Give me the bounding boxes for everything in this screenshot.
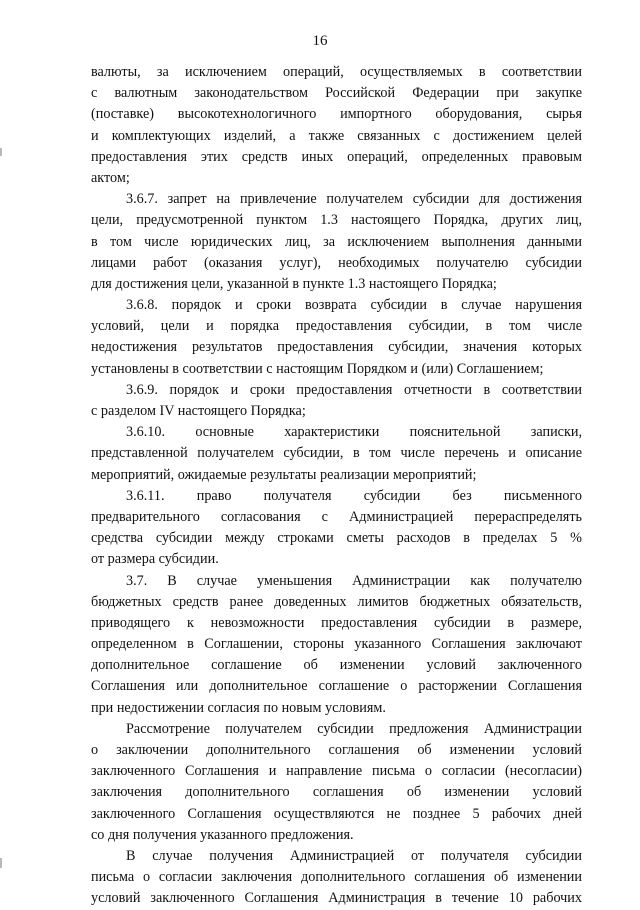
text-line: для достижения цели, указанной в пункте 1.3 настоящего Порядка; — [91, 275, 497, 292]
text-line: средства субсидии между строками сметы расходов в пределах 5 % — [91, 530, 582, 547]
text-line: дополнительное соглашение об изменении условий заключенного — [91, 657, 582, 674]
text-line: условий, цели и порядка предоставления субсидии, в том числе — [91, 318, 582, 335]
text-line: предварительного согласования с Администрацией перераспределять — [91, 508, 582, 525]
text-line: актом; — [91, 169, 130, 186]
text-line: приводящего к невозможности предоставления субсидии в размере, — [91, 614, 582, 631]
text-line: определенном в Соглашении, стороны указанного Соглашения заключают — [91, 636, 582, 653]
text-line: о заключении дополнительного соглашения об изменении условий — [91, 742, 582, 758]
text-line: с валютным законодательством Российской Федерации при закупке — [91, 85, 582, 102]
scan-edge-mark — [0, 858, 2, 868]
text-line: установлены в соответствии с настоящим Порядком и (или) Соглашением; — [91, 360, 544, 377]
text-line: условий заключенного Соглашения Администрация в течение 10 рабочих — [91, 890, 582, 907]
text-line: со дня получения указанного предложения. — [91, 826, 354, 843]
text-line: 3.6.7. запрет на привлечение получателем субсидии для достижения — [126, 191, 582, 208]
text-line: недостижения результатов предоставления субсидии, значения которых — [91, 339, 582, 356]
page-number: 16 — [312, 33, 328, 49]
text-line: заключения дополнительного соглашения об изменении условий — [91, 784, 582, 801]
scan-edge-mark — [0, 148, 2, 156]
text-line: 3.6.9. порядок и сроки предоставления отчетности в соответствии — [126, 381, 582, 398]
text-line: Соглашения или дополнительное соглашение о расторжении Соглашения — [91, 678, 582, 695]
text-line: 3.6.10. основные характеристики пояснительной записки, — [126, 424, 582, 441]
text-line: предоставления этих средств иных операций, определенных правовым — [91, 148, 582, 165]
text-line: В случае получения Администрацией от получателя субсидии — [126, 847, 582, 864]
text-line: валюты, за исключением операций, осуществляемых в соответствии — [91, 64, 582, 80]
text-line: Рассмотрение получателем субсидии предложения Администрации — [126, 720, 582, 737]
text-line: в том числе юридических лиц, за исключением выполнения данными — [91, 233, 582, 250]
text-line: заключенного Соглашения осуществляются не позднее 5 рабочих дней — [91, 805, 582, 822]
document-body — [91, 62, 582, 910]
text-line: от размера субсидии. — [91, 551, 219, 568]
text-line: представленной получателем субсидии, в том числе перечень и описание — [91, 445, 582, 462]
text-line: лицами работ (оказания услуг), необходимых получателю субсидии — [91, 254, 582, 271]
text-line: (поставке) высокотехнологичного импортного оборудования, сырья — [91, 106, 582, 123]
text-line: цели, предусмотренной пунктом 1.3 настоящего Порядка, других лиц, — [91, 212, 582, 229]
text-line: бюджетных средств ранее доведенных лимитов бюджетных обязательств, — [91, 593, 582, 610]
text-line: при недостижении согласия по новым условиям. — [91, 699, 386, 716]
text-line: и комплектующих изделий, а также связанных с достижением целей — [91, 127, 582, 144]
text-line: 3.7. В случае уменьшения Администрации как получателю — [126, 572, 582, 589]
text-line: заключенного Соглашения и направление письма о согласии (несогласии) — [91, 763, 582, 780]
text-line: письма о согласии заключения дополнительного соглашения об изменении — [91, 869, 582, 886]
text-line: с разделом IV настоящего Порядка; — [91, 403, 306, 419]
text-line: 3.6.11. право получателя субсидии без письменного — [126, 487, 582, 504]
text-line: 3.6.8. порядок и сроки возврата субсидии в случае нарушения — [126, 297, 582, 314]
text-line: мероприятий, ожидаемые результаты реализации мероприятий; — [91, 466, 477, 483]
